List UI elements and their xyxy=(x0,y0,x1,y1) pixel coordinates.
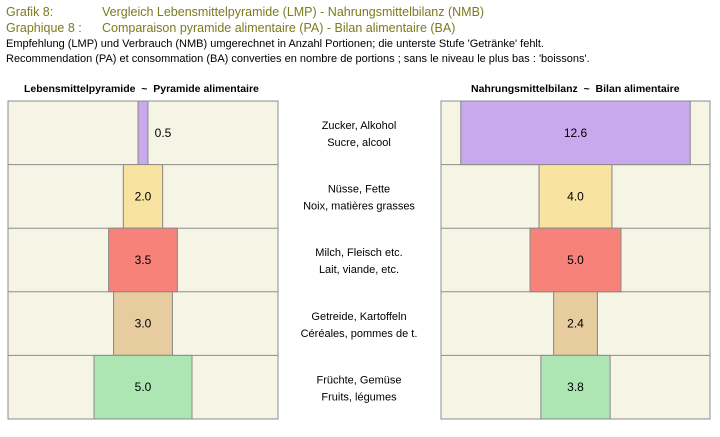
header-title-1: Vergleich Lebensmittelpyramide (LMP) - Nahrungsmittelbilanz (NMB) xyxy=(102,5,485,19)
subtitle-fr: Recommendation (PA) et consommation (BA) converties en nombre de portions ; sans le niveau le plus bas : 'boissons'. xyxy=(6,53,590,65)
category-label-de-5: Früchte, Gemüse xyxy=(316,374,402,387)
left-value-label-5: 5.0 xyxy=(134,380,152,395)
category-label-de-1: Zucker, Alkohol xyxy=(321,120,397,132)
subtitle-de: Empfehlung (LMP) und Verbrauch (NMB) umgerechnet in Anzahl Portionen; die unterste Stufe 'Getränke' fehlt. xyxy=(6,38,544,50)
category-label-fr-2: Noix, matières grasses xyxy=(303,200,415,213)
category-label-de-4: Getreide, Kartoffeln xyxy=(311,310,407,323)
right-panel-title: Nahrungsmittelbilanz ~ Bilan alimentaire xyxy=(471,83,680,95)
left-pyramid-panel xyxy=(8,101,278,419)
left-value-label-3: 3.5 xyxy=(134,253,152,267)
category-label-fr-4: Céréales, pommes de t. xyxy=(300,327,418,340)
right-value-label-5: 3.8 xyxy=(567,380,584,395)
left-value-label-2: 2.0 xyxy=(134,189,152,204)
category-label-fr-1: Sucre, alcool xyxy=(327,137,391,149)
left-value-label-1: 0.5 xyxy=(154,125,172,140)
right-pyramid-panel xyxy=(441,101,710,419)
right-value-label-2: 4.0 xyxy=(567,189,584,204)
category-label-fr-3: Lait, viande, etc. xyxy=(318,264,400,277)
category-label-fr-5: Fruits, légumes xyxy=(321,391,397,404)
left-value-label-4: 3.0 xyxy=(134,316,152,331)
right-value-label-1: 12.6 xyxy=(563,125,588,140)
header-title-2: Comparaison pyramide alimentaire (PA) - Bilan alimentaire (BA) xyxy=(102,21,456,35)
category-label-de-2: Nüsse, Fette xyxy=(327,183,391,196)
header-key-2: Graphique 8 : xyxy=(6,21,82,35)
header-key-1: Grafik 8: xyxy=(6,5,54,19)
left-bar-1 xyxy=(138,101,148,165)
right-value-label-3: 5.0 xyxy=(567,253,584,267)
left-panel-title: Lebensmittelpyramide ~ Pyramide alimentaire xyxy=(24,83,259,95)
right-value-label-4: 2.4 xyxy=(567,316,584,331)
category-label-de-3: Milch, Fleisch etc. xyxy=(315,247,403,260)
